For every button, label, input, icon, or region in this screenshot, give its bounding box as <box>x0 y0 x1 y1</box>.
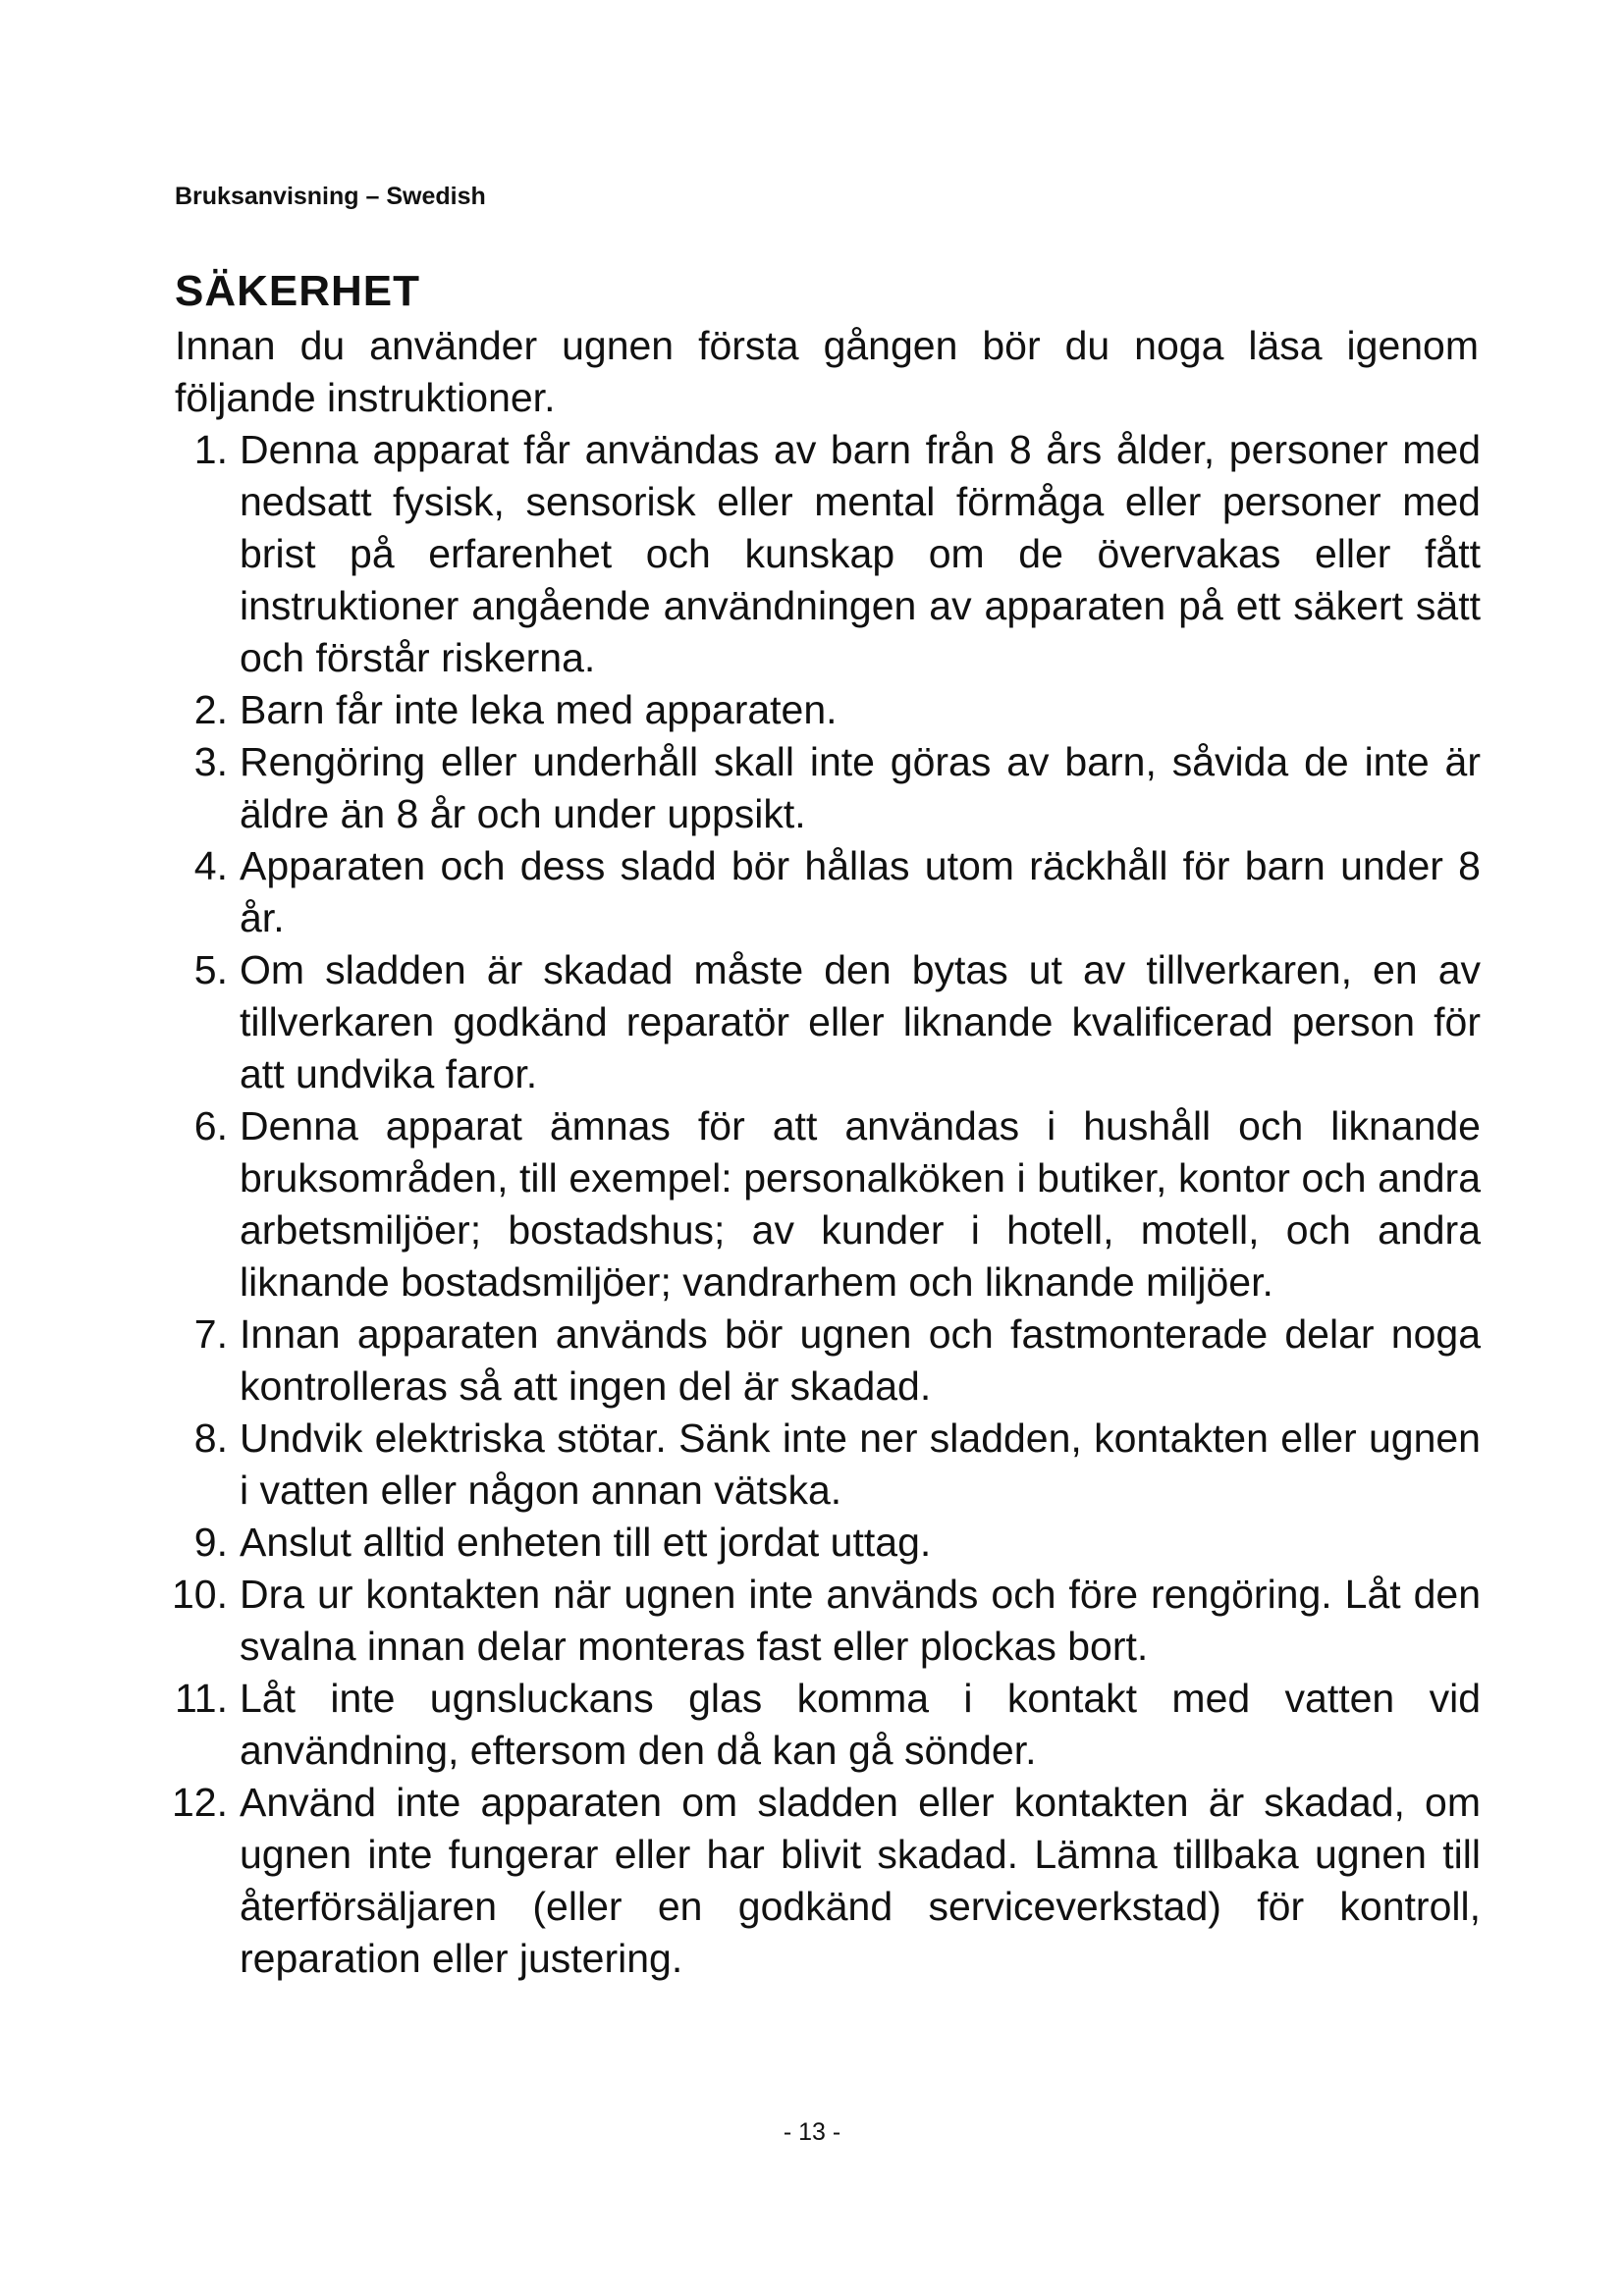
item-text: Använd inte apparaten om sladden eller kontakten är skadad, om ugnen inte fungerar eller har blivit skadad. Lämna tillbaka ugnen till återförsäljaren (eller en godkänd serviceverkstad) för kontroll, reparation eller justering. <box>240 1780 1481 1981</box>
section-intro: Innan du använder ugnen första gången bör du noga läsa igenom följande instruktioner. <box>175 323 1479 420</box>
item-number: 9. <box>193 1520 228 1565</box>
item-text: Innan apparaten används bör ugnen och fastmonterade delar noga kontrolleras så att ingen del är skadad. <box>240 1311 1481 1409</box>
item-text: Denna apparat ämnas för att användas i hushåll och liknande bruksområden, till exempel: personalköken i butiker, kontor och andra arbetsmiljöer; bostadshus; av kunder i hotell, motell, och andra liknande bostadsmiljöer; vandrarhem och liknande miljöer. <box>240 1103 1481 1305</box>
document-header: Bruksanvisning – Swedish <box>175 183 486 210</box>
item-text: Låt inte ugnsluckans glas komma i kontakt med vatten vid användning, eftersom den då kan gå sönder. <box>240 1676 1481 1773</box>
list-item <box>137 1777 1481 1985</box>
list-item <box>137 736 1481 840</box>
list-item <box>137 1569 1481 1673</box>
item-number: 6. <box>193 1103 228 1148</box>
item-text: Dra ur kontakten när ugnen inte används och före rengöring. Låt den svalna innan delar monteras fast eller plockas bort. <box>240 1572 1481 1669</box>
item-text: Barn får inte leka med apparaten. <box>240 687 838 732</box>
section-title: SÄKERHET <box>175 267 421 315</box>
list-item <box>137 1673 1481 1777</box>
item-text: Denna apparat får användas av barn från 8 års ålder, personer med nedsatt fysisk, sensorisk eller mental förmåga eller personer med brist på erfarenhet och kunskap om de övervakas eller fått instruktioner angående användningen av apparaten på ett säkert sätt och förstår riskerna. <box>240 427 1481 680</box>
item-number: 11. <box>175 1676 228 1721</box>
item-number: 7. <box>193 1311 228 1357</box>
item-text: Om sladden är skadad måste den bytas ut av tillverkaren, en av tillverkaren godkänd reparatör eller liknande kvalificerad person för att undvika faror. <box>240 947 1481 1096</box>
item-text: Undvik elektriska stötar. Sänk inte ner sladden, kontakten eller ugnen i vatten eller någon annan vätska. <box>240 1415 1481 1513</box>
list-item <box>137 1517 1481 1569</box>
safety-instructions-list <box>137 424 1481 1985</box>
item-text: Apparaten och dess sladd bör hållas utom räckhåll för barn under 8 år. <box>240 843 1481 940</box>
page-number: - 13 - <box>783 2118 841 2146</box>
item-number: 12. <box>172 1780 228 1825</box>
list-item <box>137 944 1481 1100</box>
list-item <box>137 840 1481 944</box>
list-item <box>137 1413 1481 1517</box>
item-number: 2. <box>193 687 228 732</box>
item-number: 1. <box>193 427 228 472</box>
list-item <box>137 424 1481 684</box>
item-text: Anslut alltid enheten till ett jordat uttag. <box>240 1520 932 1565</box>
item-number: 5. <box>193 947 228 992</box>
item-number: 3. <box>193 739 228 784</box>
list-item <box>137 1100 1481 1308</box>
item-number: 4. <box>193 843 228 888</box>
item-text: Rengöring eller underhåll skall inte göras av barn, såvida de inte är äldre än 8 år och under uppsikt. <box>240 739 1481 836</box>
list-item <box>137 684 1481 736</box>
item-number: 8. <box>193 1415 228 1461</box>
list-item <box>137 1308 1481 1413</box>
item-number: 10. <box>172 1572 228 1617</box>
